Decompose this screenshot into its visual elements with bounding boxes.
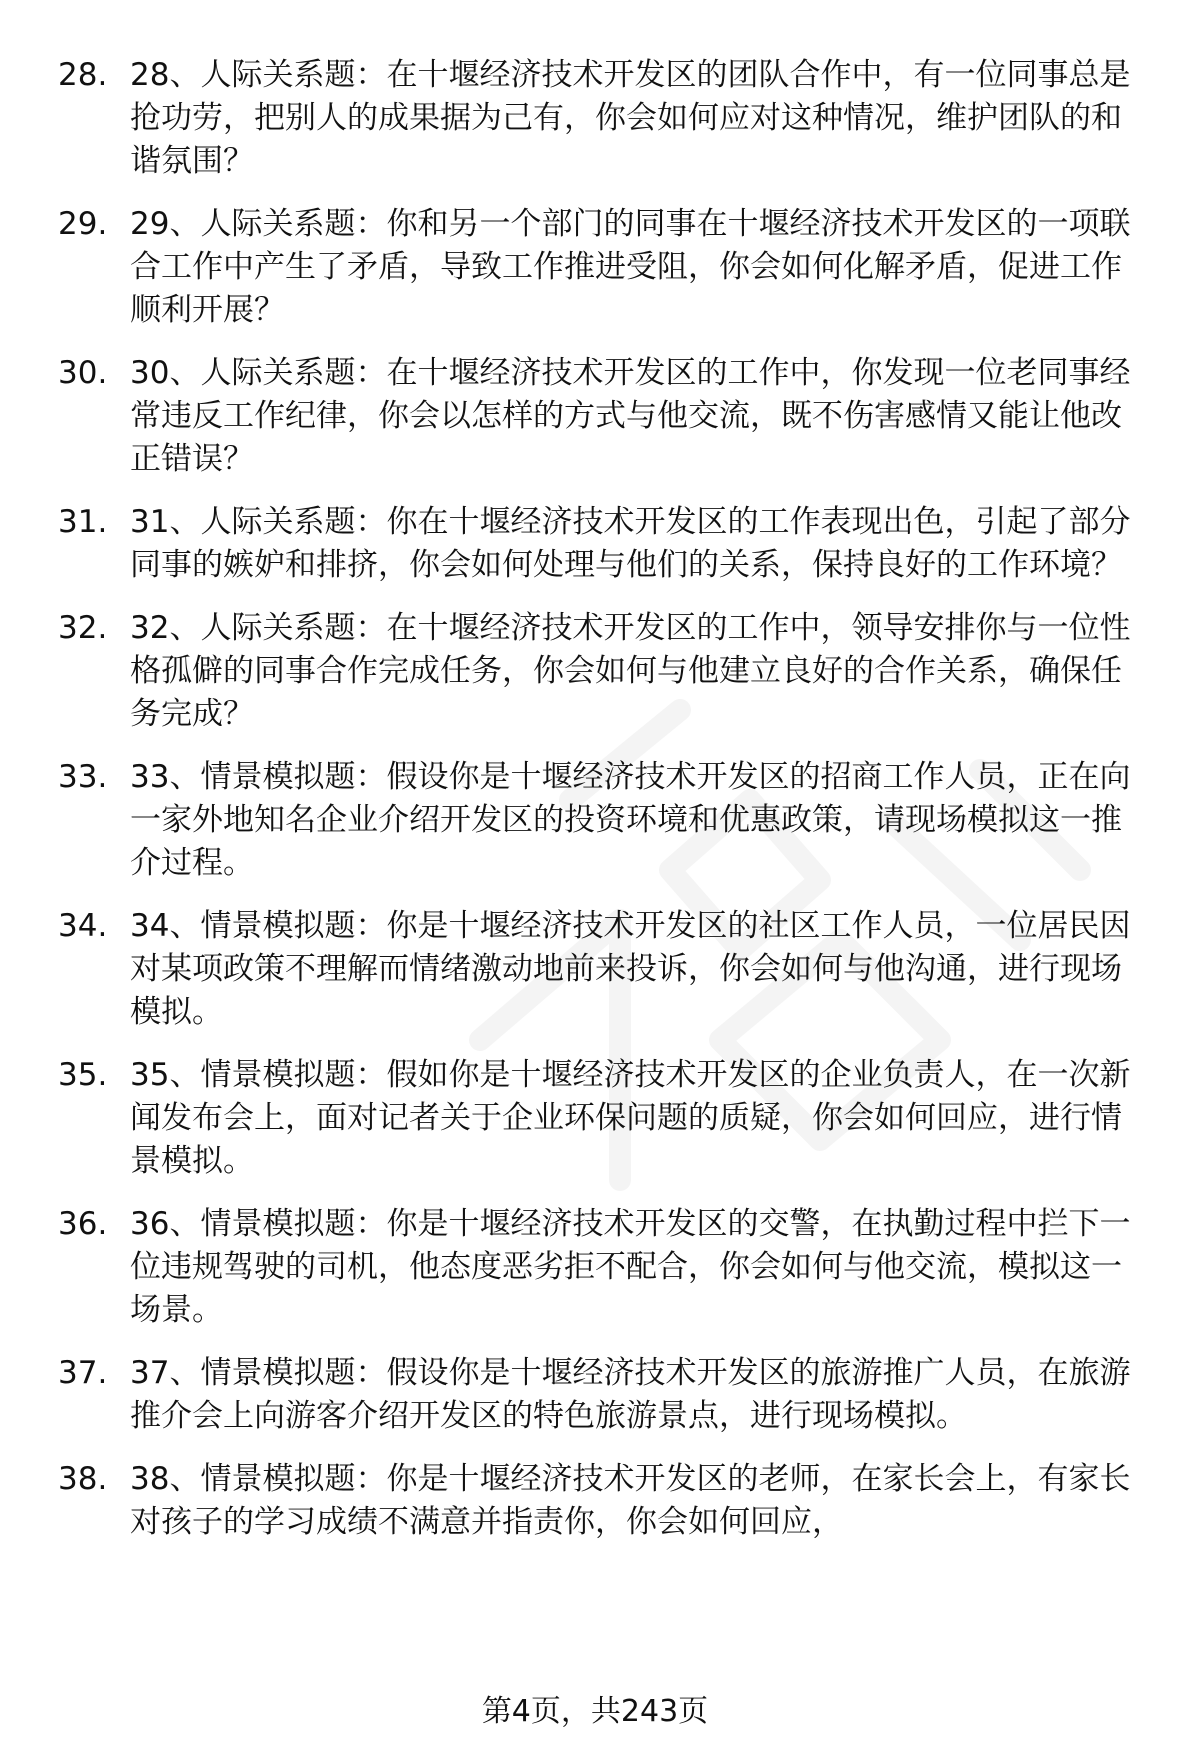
list-item (58, 756, 1148, 885)
question-number: 28. (58, 57, 108, 93)
list-item (58, 352, 1148, 481)
question-number: 32. (58, 610, 108, 646)
question-number: 33. (58, 759, 108, 795)
question-number: 31. (58, 504, 108, 540)
question-text: 33、情景模拟题：假设你是十堰经济技术开发区的招商工作人员，正在向一家外地知名企业介绍开发区的投资环境和优惠政策，请现场模拟这一推介过程。 (130, 759, 1131, 881)
list-item (58, 203, 1148, 332)
page-number-footer: 第4页，共243页 (481, 1694, 709, 1729)
question-text: 36、情景模拟题：你是十堰经济技术开发区的交警，在执勤过程中拦下一位违规驾驶的司机，他态度恶劣拒不配合，你会如何与他交流，模拟这一场景。 (130, 1206, 1131, 1328)
list-item (58, 1458, 1148, 1544)
question-text: 38、情景模拟题：你是十堰经济技术开发区的老师，在家长会上，有家长对孩子的学习成绩不满意并指责你，你会如何回应， (130, 1461, 1131, 1540)
list-item (58, 501, 1148, 587)
question-number: 34. (58, 908, 108, 944)
question-text: 29、人际关系题：你和另一个部门的同事在十堰经济技术开发区的一项联合工作中产生了矛盾，导致工作推进受阻，你会如何化解矛盾，促进工作顺利开展？ (130, 206, 1131, 328)
list-item (58, 905, 1148, 1034)
question-text: 30、人际关系题：在十堰经济技术开发区的工作中，你发现一位老同事经常违反工作纪律，你会以怎样的方式与他交流，既不伤害感情又能让他改正错误？ (130, 355, 1131, 477)
list-item (58, 1352, 1148, 1438)
question-text: 31、人际关系题：你在十堰经济技术开发区的工作表现出色，引起了部分同事的嫉妒和排挤，你会如何处理与他们的关系，保持良好的工作环境？ (130, 504, 1131, 583)
question-text: 34、情景模拟题：你是十堰经济技术开发区的社区工作人员，一位居民因对某项政策不理解而情绪激动地前来投诉，你会如何与他沟通，进行现场模拟。 (130, 908, 1131, 1030)
question-number: 38. (58, 1461, 108, 1497)
list-item (58, 1203, 1148, 1332)
question-list (58, 54, 1148, 1564)
question-number: 29. (58, 206, 108, 242)
question-text: 37、情景模拟题：假设你是十堰经济技术开发区的旅游推广人员，在旅游推介会上向游客介绍开发区的特色旅游景点，进行现场模拟。 (130, 1355, 1131, 1434)
question-text: 32、人际关系题：在十堰经济技术开发区的工作中，领导安排你与一位性格孤僻的同事合作完成任务，你会如何与他建立良好的合作关系，确保任务完成？ (130, 610, 1131, 732)
list-item (58, 54, 1148, 183)
question-number: 35. (58, 1057, 108, 1093)
question-number: 30. (58, 355, 108, 391)
question-number: 36. (58, 1206, 108, 1242)
question-text: 35、情景模拟题：假如你是十堰经济技术开发区的企业负责人，在一次新闻发布会上，面对记者关于企业环保问题的质疑，你会如何回应，进行情景模拟。 (130, 1057, 1131, 1179)
list-item (58, 1054, 1148, 1183)
question-text: 28、人际关系题：在十堰经济技术开发区的团队合作中，有一位同事总是抢功劳，把别人的成果据为己有，你会如何应对这种情况，维护团队的和谐氛围？ (130, 57, 1131, 179)
question-number: 37. (58, 1355, 108, 1391)
list-item (58, 607, 1148, 736)
